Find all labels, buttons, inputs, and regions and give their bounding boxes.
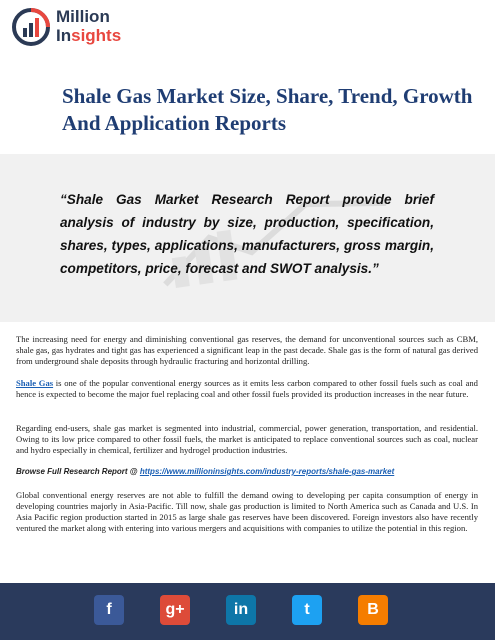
twitter-icon[interactable]: t	[292, 595, 322, 625]
google-plus-icon[interactable]: g+	[160, 595, 190, 625]
paragraph-3: Regarding end-users, shale gas market is segmented into industrial, commercial, power generation, transportation, and residential. Owing to its low price compared to other fossil fuels, the market is anticipated to replace conventional sources such as coal, nuclear and hydro especially in chemical, fertilizer and hydrogel production industries.	[16, 423, 478, 455]
page-title: Shale Gas Market Size, Share, Trend, Growth And Application Reports	[62, 84, 473, 135]
paragraph-2: Shale Gas is one of the popular conventional energy sources as it emits less carbon compared to other fossil fuels such as coal and hence is expected to become the major fuel replacing coal and other fossil fuels provided its production increases in the near future.	[16, 378, 478, 399]
shale-gas-link[interactable]: Shale Gas	[16, 378, 54, 388]
paragraph-1: The increasing need for energy and diminishing conventional gas reserves, the demand for unconventional sources such as CBM, shale gas, gas hydrates and tight gas has experienced a significant leap in the past decade. Shale gas is the form of natural gas derived from underground shale deposits through hydraulic fracturing and horizontal drilling.	[16, 334, 478, 366]
paragraph-5: Global conventional energy reserves are not able to fulfill the demand owing to developing per capita consumption of energy in developing countries majorly in Asia-Pacific. Till now, shale gas production is limited to North America such as Canada and U.S. In Asia Pacific region production started in 2015 as large shale gas reserves have been discovered. Foreign investors also have recently ventured the market along with entering into various mergers and acquisitions with companies to utilize the potential in this region.	[16, 490, 478, 533]
facebook-icon[interactable]: f	[94, 595, 124, 625]
report-summary-quote: “Shale Gas Market Research Report provide brief analysis of industry by size, production, specification, shares, types, applications, manufacturers, gross margin, competitors, price, forecast and SWOT analysis.”	[60, 192, 434, 276]
full-report-link[interactable]: https://www.millioninsights.com/industry-reports/shale-gas-market	[139, 467, 395, 476]
million-insights-logo[interactable]	[12, 6, 162, 48]
blogger-icon[interactable]: B	[358, 595, 388, 625]
logo-text	[56, 7, 121, 45]
logo-line-2: Insights	[56, 26, 122, 45]
social-footer	[0, 583, 495, 640]
quote-banner	[0, 154, 495, 322]
linkedin-icon[interactable]: in	[226, 595, 256, 625]
logo-line-1: Million	[56, 7, 110, 26]
browse-report-line: Browse Full Research Report @ https://www.millioninsights.com/industry-reports/shale-gas-market	[16, 467, 395, 476]
logo-mark-icon	[12, 8, 50, 46]
